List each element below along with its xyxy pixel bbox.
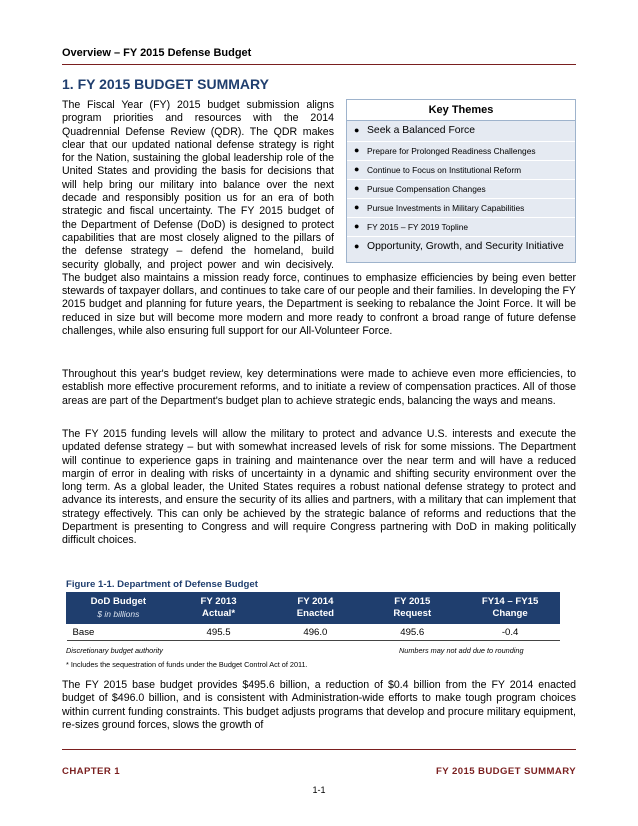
bullet-icon: ● <box>354 221 360 231</box>
bullet-icon: ● <box>354 202 360 212</box>
header-rule <box>62 64 576 65</box>
key-themes-list <box>347 121 575 257</box>
table-header-row <box>67 593 560 624</box>
figure-note-right: Numbers may not add due to rounding <box>399 646 524 655</box>
footer-title: FY 2015 BUDGET SUMMARY <box>436 766 576 777</box>
column-header: FY 2015 Request <box>364 593 461 624</box>
row-label: Base <box>67 624 171 641</box>
figure-footnote: * Includes the sequestration of funds under the Budget Control Act of 2011. <box>66 660 308 669</box>
page-number: 1-1 <box>312 785 326 795</box>
theme-item: ● Pursue Investments in Military Capabilities <box>347 199 575 218</box>
paragraph-2: Throughout this year's budget review, key determinations were made to achieve even more efficiencies, to establish more effective procurement reforms, and to initiate a review of compensation practices. All of those areas are part of the Department's budget plan to achieve strategic ends, balancing the ways and means. <box>62 368 576 407</box>
bullet-icon: ● <box>354 183 360 193</box>
theme-item: ● Opportunity, Growth, and Security Initiative <box>354 241 564 252</box>
theme-item: ● Seek a Balanced Force <box>347 121 575 142</box>
theme-item: ● Continue to Focus on Institutional Reform <box>347 161 575 180</box>
table-cell: 495.6 <box>364 624 461 641</box>
figure-caption: Figure 1-1. Department of Defense Budget <box>66 579 258 590</box>
figure-note-left: Discretionary budget authority <box>66 646 163 655</box>
table-cell: 495.5 <box>170 624 267 641</box>
table-cell: -0.4 <box>461 624 560 641</box>
column-header: FY 2014 Enacted <box>267 593 364 624</box>
theme-item: ● FY 2015 – FY 2019 Topline <box>347 218 575 237</box>
bullet-icon: ● <box>354 164 360 174</box>
bullet-icon: ● <box>354 125 360 135</box>
budget-table <box>66 592 560 641</box>
key-themes-title: Key Themes <box>347 100 575 121</box>
bullet-icon: ● <box>354 241 360 251</box>
paragraph-3: The FY 2015 funding levels will allow the military to protect and advance U.S. interests and execute the updated defense strategy – but with somewhat increased levels of risk for some missions. The Department will continue to experience gaps in training and maintenance over the near term and will have a reduced margin of error in dealing with risks of uncertainty in a dynamic and shifting security environment over the long term. As a global leader, the United States requires a robust national defense strategy to protect and advance its interests, and ensure the security of its allies and partners, with a military that can implement that strategy effectively. This can only be achieved by the strategic balance of reforms and reductions that the Department is presenting to Congress and will require Congress partnering with DoD in making politically difficult choices. <box>62 428 576 547</box>
footer-rule <box>62 749 576 750</box>
footer-chapter: CHAPTER 1 <box>62 766 120 777</box>
column-header: FY14 – FY15 Change <box>461 593 560 624</box>
bullet-icon: ● <box>354 145 360 155</box>
column-header: FY 2013 Actual* <box>170 593 267 624</box>
table-row <box>67 624 560 641</box>
table-cell: 496.0 <box>267 624 364 641</box>
column-header: DoD Budget $ in billions <box>67 593 171 624</box>
theme-item: ● Prepare for Prolonged Readiness Challenges <box>347 142 575 161</box>
key-themes-box <box>346 99 576 263</box>
paragraph-4: The FY 2015 base budget provides $495.6 billion, a reduction of $0.4 billion from the FY 2014 enacted budget of $496.0 billion, and is consistent with Administration-wide efforts to make tough program choices within current funding constraints. This budget adjusts programs that develop and procure military equipment, re-sizes ground forces, slows the growth of <box>62 679 576 731</box>
paragraph-1-text: The Fiscal Year (FY) 2015 budget submission aligns program priorities and resources with the 2014 Quadrennial Defense Review (QDR). The QDR makes clear that our updated national defense strategy is right for the Nation, sustaining the global leadership role of the United States and providing the basis for decisions that will help bring our military into balance over the next decade and responsibly position us for an era of both strategic and fiscal uncertainty. The FY 2015 budget of the Department of Defense (DoD) is designed to protect capabilities that are most closely aligned to the pillars of the defense strategy – defend the homeland, build security globally, and project power and win decisively. The budget also maintains a mission ready force, continues to emphasize efficiencies by being even better stewards of taxpayer dollars, and continues to take care of our people and their families. In developing the FY 2015 budget and planning for future years, the Department is seeking to rebalance the Joint Force. It will be reduced in size but will become more modern and more ready to confront a broad range of future defense challenges, while also ensuring full support for our All-Volunteer Force. <box>62 99 576 338</box>
paragraph-1 <box>62 99 576 338</box>
theme-item: ● Pursue Compensation Changes <box>347 180 575 199</box>
running-header: Overview – FY 2015 Defense Budget <box>62 47 252 59</box>
section-title: 1. FY 2015 BUDGET SUMMARY <box>62 76 269 92</box>
